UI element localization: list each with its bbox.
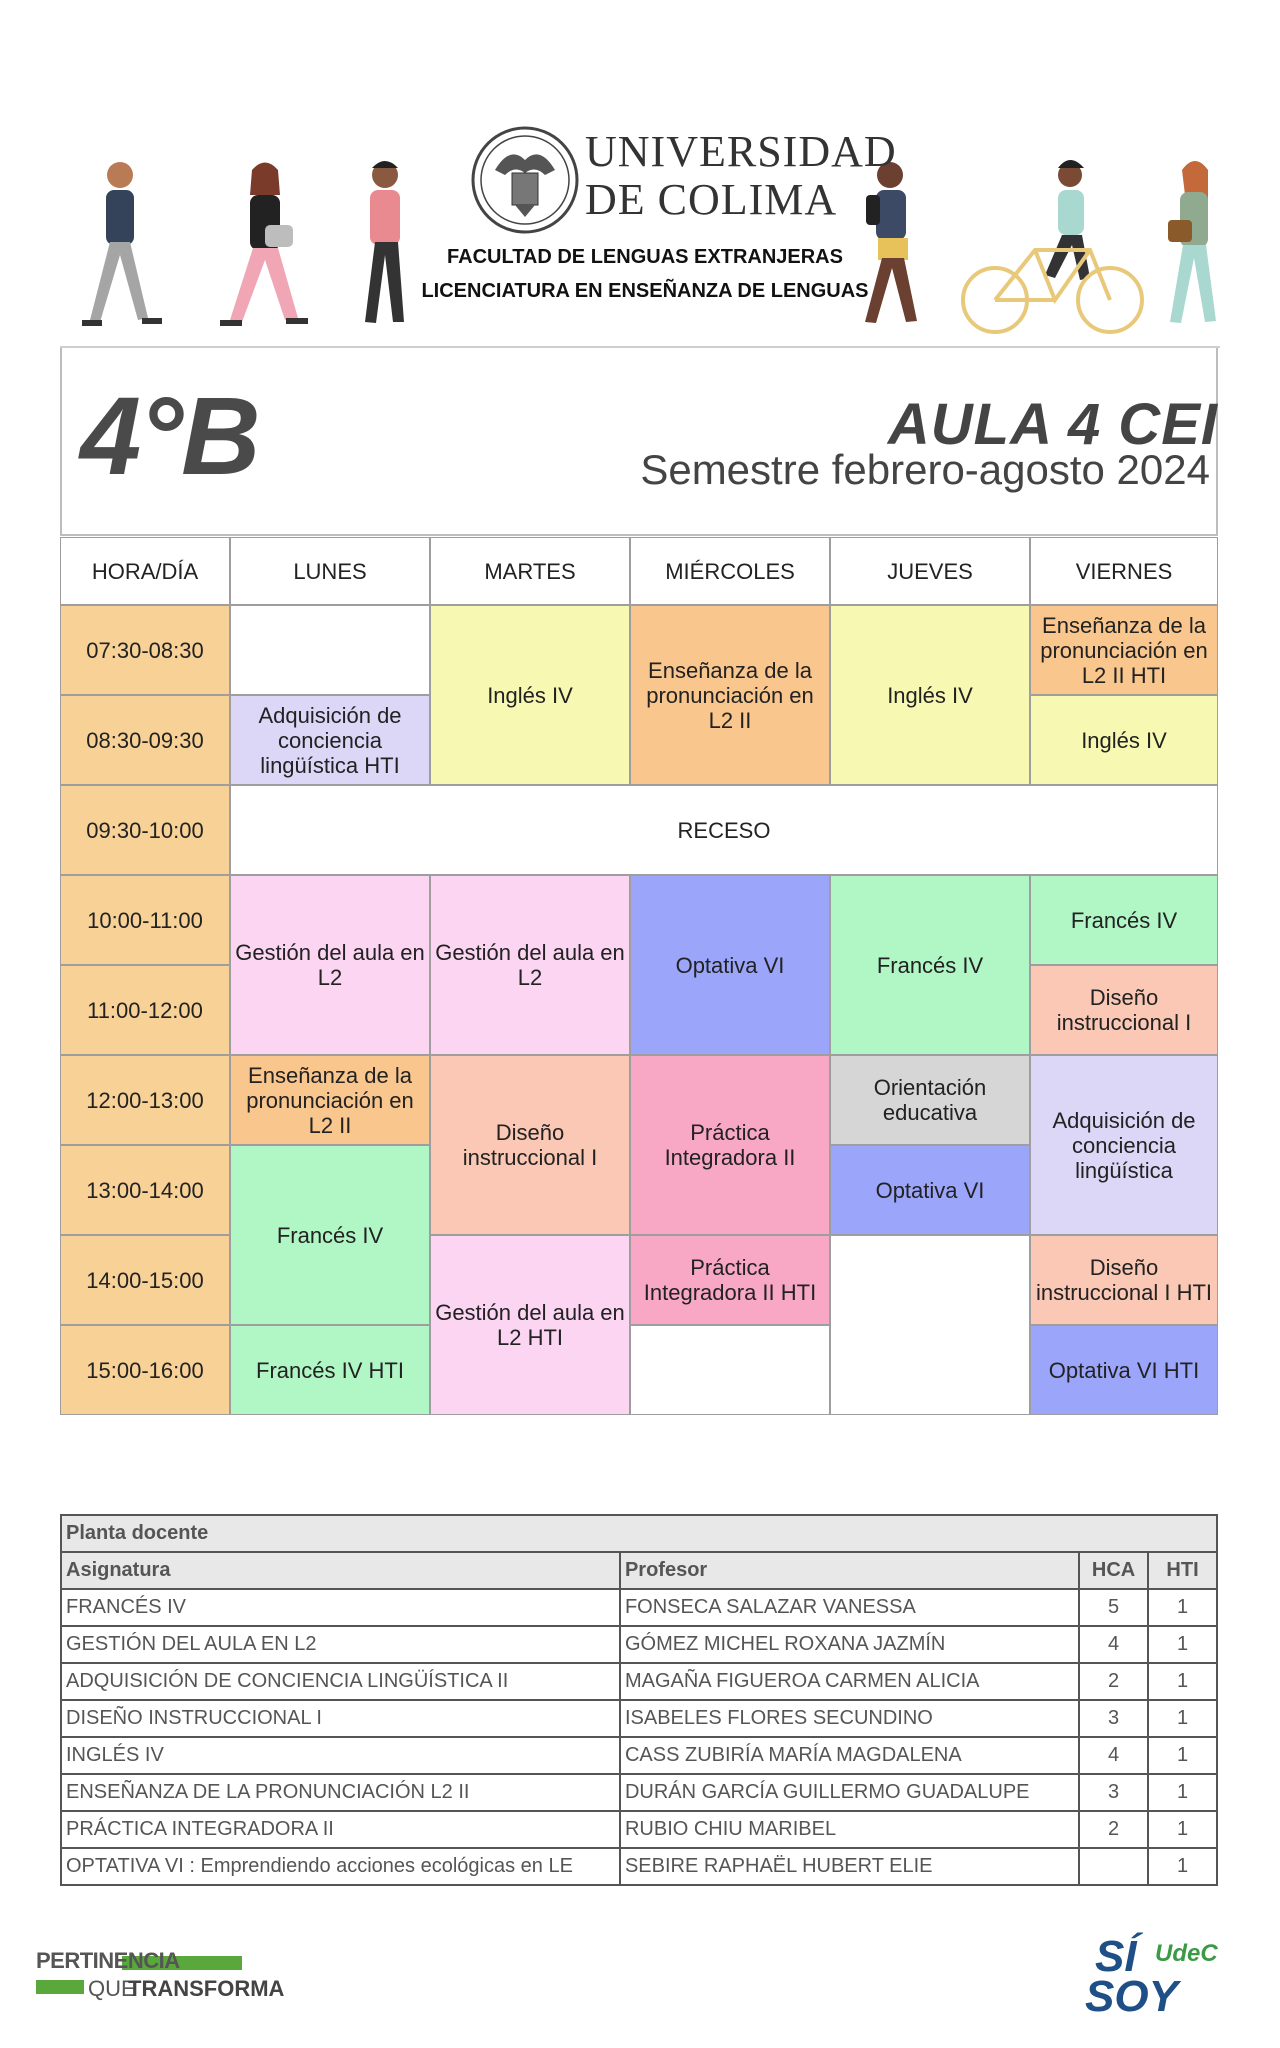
hti-cell: 1 (1148, 1700, 1217, 1737)
lunes-adquisicion-hti: Adquisición de conciencia lingüística HTI (230, 695, 430, 785)
column-header-teacher: Profesor (620, 1552, 1079, 1589)
subject-cell: PRÁCTICA INTEGRADORA II (61, 1811, 620, 1848)
viernes-ingles: Inglés IV (1030, 695, 1218, 785)
pedestrians-left-illustration (60, 150, 440, 350)
lunes-frances-hti: Francés IV HTI (230, 1325, 430, 1415)
time-slot: 13:00-14:00 (60, 1145, 230, 1235)
miercoles-practica: Práctica Integradora II (630, 1055, 830, 1235)
martes-gestion-hti: Gestión del aula en L2 HTI (430, 1235, 630, 1415)
table-row (61, 1700, 1217, 1737)
viernes-diseno: Diseño instruccional I (1030, 965, 1218, 1055)
walking-woman-icon (220, 163, 308, 327)
university-seal-icon (470, 125, 580, 235)
lunes-gestion: Gestión del aula en L2 (230, 875, 430, 1055)
university-name (585, 128, 897, 224)
viernes-frances: Francés IV (1030, 875, 1218, 965)
table-row (61, 1848, 1217, 1885)
recess-row: RECESO (230, 785, 1218, 875)
martes-ingles: Inglés IV (430, 605, 630, 785)
viernes-optativa-hti: Optativa VI HTI (1030, 1325, 1218, 1415)
hca-cell: 3 (1079, 1774, 1148, 1811)
hti-cell: 1 (1148, 1737, 1217, 1774)
walking-man-icon (82, 162, 162, 326)
time-slot: 12:00-13:00 (60, 1055, 230, 1145)
time-slot: 10:00-11:00 (60, 875, 230, 965)
hca-cell: 5 (1079, 1589, 1148, 1626)
time-slot: 09:30-10:00 (60, 785, 230, 875)
lunes-empty-slot (230, 605, 430, 695)
viernes-adquisicion: Adquisición de conciencia lingüística (1030, 1055, 1218, 1235)
pertinencia-logo (36, 1948, 285, 2004)
teacher-cell: MAGAÑA FIGUEROA CARMEN ALICIA (620, 1663, 1079, 1700)
header-hora-dia: HORA/DÍA (60, 537, 230, 605)
subject-cell: DISEÑO INSTRUCCIONAL I (61, 1700, 620, 1737)
teacher-cell: RUBIO CHIU MARIBEL (620, 1811, 1079, 1848)
hca-cell: 2 (1079, 1663, 1148, 1700)
teacher-cell: CASS ZUBIRÍA MARÍA MAGDALENA (620, 1737, 1079, 1774)
staff-title: Planta docente (61, 1515, 1217, 1552)
table-row (61, 1626, 1217, 1663)
group-label: 4°B (80, 375, 259, 498)
university-name-line1: UNIVERSIDAD (585, 127, 897, 176)
column-header-subject: Asignatura (61, 1552, 620, 1589)
subject-cell: OPTATIVA VI : Emprendiendo acciones ecológicas en LE (61, 1848, 620, 1885)
jueves-frances: Francés IV (830, 875, 1030, 1055)
logo-text-que: QUE (88, 1976, 136, 2001)
hti-cell: 1 (1148, 1848, 1217, 1885)
teacher-cell: GÓMEZ MICHEL ROXANA JAZMÍN (620, 1626, 1079, 1663)
subject-cell: ENSEÑANZA DE LA PRONUNCIACIÓN L2 II (61, 1774, 620, 1811)
miercoles-optativa: Optativa VI (630, 875, 830, 1055)
table-row (61, 1811, 1217, 1848)
logo-text-transforma: TRANSFORMA (128, 1976, 285, 2001)
subject-cell: INGLÉS IV (61, 1737, 620, 1774)
header-martes: MARTES (430, 537, 630, 605)
jueves-empty-slot (830, 1235, 1030, 1415)
staff-table (60, 1514, 1218, 1886)
miercoles-ensenanza: Enseñanza de la pronunciación en L2 II (630, 605, 830, 785)
cyclist-icon (963, 160, 1142, 332)
subject-cell: FRANCÉS IV (61, 1589, 620, 1626)
staff-title-row (61, 1515, 1217, 1552)
hca-cell: 4 (1079, 1737, 1148, 1774)
hti-cell: 1 (1148, 1626, 1217, 1663)
table-row (61, 1589, 1217, 1626)
table-row (61, 1774, 1217, 1811)
teacher-cell: SEBIRE RAPHAËL HUBERT ELIE (620, 1848, 1079, 1885)
semester-label: Semestre febrero-agosto 2024 (640, 446, 1210, 493)
header-lunes: LUNES (230, 537, 430, 605)
lunes-frances: Francés IV (230, 1145, 430, 1325)
university-name-line2: DE COLIMA (585, 175, 838, 224)
subject-cell: GESTIÓN DEL AULA EN L2 (61, 1626, 620, 1663)
table-row (61, 1737, 1217, 1774)
martes-diseno: Diseño instruccional I (430, 1055, 630, 1235)
column-header-hca: HCA (1079, 1552, 1148, 1589)
logo-green-bar-small (36, 1980, 84, 1994)
program-name: LICENCIATURA EN ENSEÑANZA DE LENGUAS (421, 280, 869, 302)
walking-woman-bag-icon (1168, 161, 1216, 323)
miercoles-practica-hti: Práctica Integradora II HTI (630, 1235, 830, 1325)
subject-cell: ADQUISICIÓN DE CONCIENCIA LINGÜÍSTICA II (61, 1663, 620, 1700)
faculty-name: FACULTAD DE LENGUAS EXTRANJERAS (447, 246, 843, 268)
logo-soy: SOY (1085, 1972, 1178, 2021)
hca-cell (1079, 1848, 1148, 1885)
miercoles-empty-slot (630, 1325, 830, 1415)
header-miercoles: MIÉRCOLES (630, 537, 830, 605)
viernes-ensenanza-hti: Enseñanza de la pronunciación en L2 II HTI (1030, 605, 1218, 695)
time-slot: 08:30-09:30 (60, 695, 230, 785)
jueves-orientacion: Orientación educativa (830, 1055, 1030, 1145)
header-viernes: VIERNES (1030, 537, 1218, 605)
teacher-cell: FONSECA SALAZAR VANESSA (620, 1589, 1079, 1626)
hca-cell: 4 (1079, 1626, 1148, 1663)
time-slot: 11:00-12:00 (60, 965, 230, 1055)
hti-cell: 1 (1148, 1589, 1217, 1626)
hti-cell: 1 (1148, 1663, 1217, 1700)
jueves-optativa: Optativa VI (830, 1145, 1030, 1235)
table-row (61, 1663, 1217, 1700)
logo-text-line1: PERTINENCIA (36, 1948, 180, 1973)
si-soy-udec-logo (1085, 1932, 1235, 2025)
column-header-hti: HTI (1148, 1552, 1217, 1589)
hca-cell: 3 (1079, 1700, 1148, 1737)
logo-udec: UdeC (1155, 1940, 1218, 1967)
staff-header-row (61, 1552, 1217, 1589)
header-jueves: JUEVES (830, 537, 1030, 605)
hca-cell: 2 (1079, 1811, 1148, 1848)
time-slot: 15:00-16:00 (60, 1325, 230, 1415)
time-slot: 14:00-15:00 (60, 1235, 230, 1325)
time-slot: 07:30-08:30 (60, 605, 230, 695)
jueves-ingles: Inglés IV (830, 605, 1030, 785)
teacher-cell: ISABELES FLORES SECUNDINO (620, 1700, 1079, 1737)
hti-cell: 1 (1148, 1774, 1217, 1811)
viernes-diseno-hti: Diseño instruccional I HTI (1030, 1235, 1218, 1325)
martes-gestion: Gestión del aula en L2 (430, 875, 630, 1055)
room-label: AULA 4 CEI (887, 392, 1218, 457)
logo-si: SÍ (1095, 1932, 1137, 1981)
hti-cell: 1 (1148, 1811, 1217, 1848)
lunes-ensenanza: Enseñanza de la pronunciación en L2 II (230, 1055, 430, 1145)
teacher-cell: DURÁN GARCÍA GUILLERMO GUADALUPE (620, 1774, 1079, 1811)
